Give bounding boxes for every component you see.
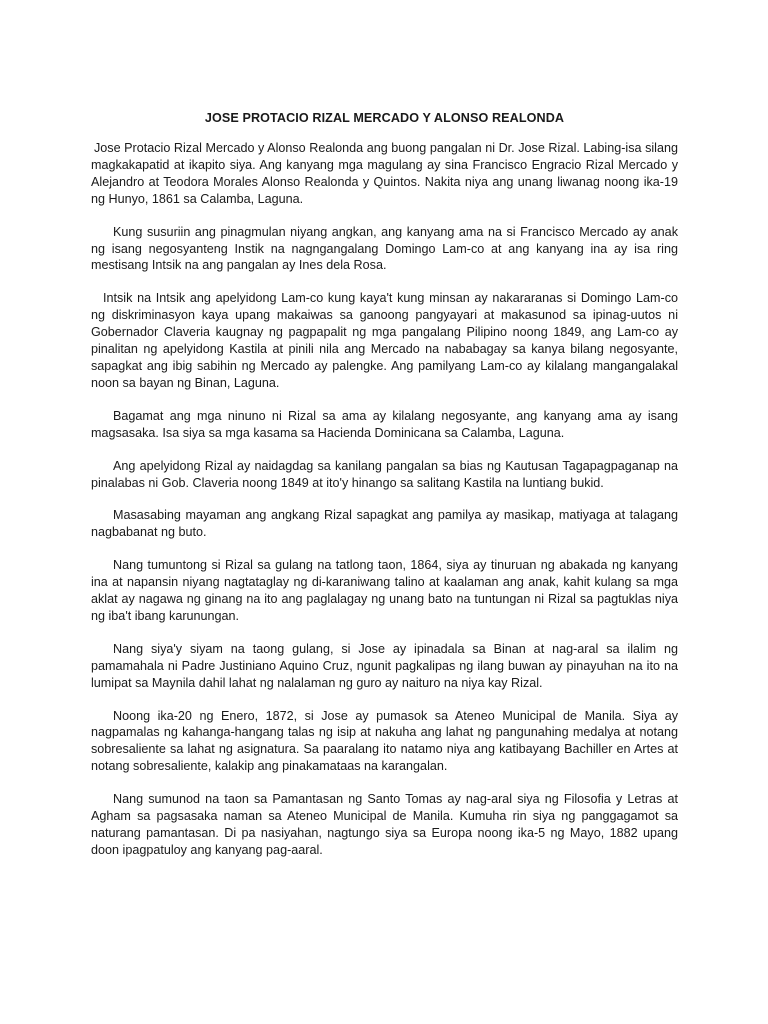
paragraph-8: Nang siya'y siyam na taong gulang, si Jose ay ipinadala sa Binan at nag-aral sa ilalim ng pamamahala ni Padre Justiniano Aquino Cruz, ngunit pagkalipas ng ilang buwan ay pinayuhan na ito na lumipat sa Maynila dahil lahat ng nalalaman ng guro ay naituro na niya kay Rizal. [91,641,678,690]
paragraph-9: Noong ika-20 ng Enero, 1872, si Jose ay pumasok sa Ateneo Municipal de Manila. Siya ay nagpamalas ng kahanga-hangang talas ng isip at nakuha ang lahat ng pangunahing medalya at notang sobresaliente sa lahat ng asignatura. Sa paaralang ito natamo niya ang katibayang Bachiller en Artes at notang sobresaliente, kalakip ang pinakamataas na karangalan. [91,708,678,774]
document-body [91,109,678,875]
paragraph-6: Masasabing mayaman ang angkang Rizal sapagkat ang pamilya ay masikap, matiyaga at talagang nagbabanat ng buto. [91,508,678,540]
paragraph-1: Jose Protacio Rizal Mercado y Alonso Realonda ang buong pangalan ni Dr. Jose Rizal. Labing-isa silang magkakapatid at ikapito siya. Ang kanyang mga magulang ay sina Francisco Engracio Rizal Mercado y Alejandro at Teodora Morales Alonso Realonda y Quintos. Nakita niya ang unang liwanag noong ika-19 ng Hunyo, 1861 sa Calamba, Laguna. [91,141,678,206]
paragraph-7: Nang tumuntong si Rizal sa gulang na tatlong taon, 1864, siya ay tinuruan ng abakada ng kanyang ina at napansin niyang nagtataglay ng di-karaniwang talino at kaalaman ang anak, kahit kulang sa mga aklat ay nagawa ng ginang na ito ang paglalagay ng unang bato na tuntungan ni Rizal sa pagtuklas niya ng iba't ibang karunungan. [91,558,678,623]
document-title: JOSE PROTACIO RIZAL MERCADO Y ALONSO REALONDA [204,111,565,125]
paragraph-4: Bagamat ang mga ninuno ni Rizal sa ama ay kilalang negosyante, ang kanyang ama ay isang magsasaka. Isa siya sa mga kasama sa Hacienda Dominicana sa Calamba, Laguna. [91,408,678,440]
paragraph-10: Nang sumunod na taon sa Pamantasan ng Santo Tomas ay nag-aral siya ng Filosofia y Letras at Agham sa pagsasaka naman sa Ateneo Municipal de Manila. Kumuha rin siya ng panggagamot sa naturang pamantasan. Di pa nasiyahan, nagtungo siya sa Europa noong ika-5 ng Mayo, 1882 upang doon ipagpatuloy ang kanyang pag-aaral. [91,792,678,857]
paragraph-2: Kung susuriin ang pinagmulan niyang angkan, ang kanyang ama na si Francisco Mercado ay anak ng isang negosyanteng Instik na nagngangalang Domingo Lam-co at ang kanyang ina ay isa ring mestisang Intsik na ang pangalan ay Ines dela Rosa. [91,224,678,273]
paragraph-3: Intsik na Intsik ang apelyidong Lam-co kung kaya't kung minsan ay nakararanas si Domingo Lam-co ng diskriminasyon kaya upang makaiwas sa ganoong pangyayari at makasunod sa ipinag-uutos ni Gobernador Claveria kaugnay ng pagpapalit ng mga pangalang Pilipino noong 1849, ang Lam-co ay pinalitan ng apelyidong Kastila at pinili nila ang Mercado na nababagay sa kanya bilang negosyante, sapagkat ang ibig sabihin ng Mercado ay palengke. Ang pamilyang Lam-co ay kilalang mangangalakal noon sa bayan ng Binan, Laguna. [91,291,678,390]
paragraph-5: Ang apelyidong Rizal ay naidagdag sa kanilang pangalan sa bias ng Kautusan Tagapagpaganap na pinalabas ni Gob. Claveria noong 1849 at ito'y hinango sa salitang Kastila na luntiang bukid. [91,458,678,490]
